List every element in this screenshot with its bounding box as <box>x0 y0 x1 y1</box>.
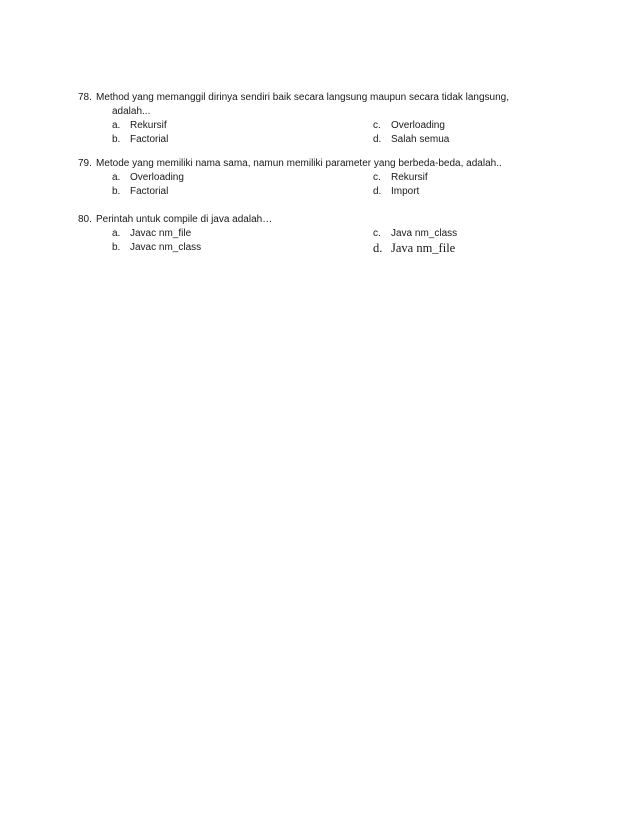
question-number: 78. <box>78 92 92 103</box>
option-text: Overloading <box>391 120 445 131</box>
option-letter: c. <box>373 228 381 239</box>
option-letter: b. <box>112 134 121 145</box>
options-row-ac <box>78 227 558 241</box>
option-text: Import <box>391 186 420 197</box>
question-79 <box>78 157 558 199</box>
option-letter: d. <box>373 241 383 255</box>
option-letter: a. <box>112 120 121 131</box>
question-number: 80. <box>78 214 92 225</box>
option-text: Overloading <box>130 172 184 183</box>
question-number: 79. <box>78 158 92 169</box>
question-text: Method yang memanggil dirinya sendiri baik secara langsung maupun secara tidak langsung, <box>96 92 510 103</box>
question-80 <box>78 213 558 255</box>
options-row-bd <box>78 185 558 199</box>
options-row-ac <box>78 119 558 133</box>
option-text: Java nm_file <box>391 241 456 255</box>
question-text-continuation: adalah... <box>112 106 151 117</box>
option-text: Javac nm_class <box>130 242 202 253</box>
question-78 <box>78 91 558 147</box>
question-line-continuation <box>78 105 558 119</box>
options-row-bd <box>78 241 558 255</box>
option-letter: d. <box>373 186 382 197</box>
option-letter: d. <box>373 134 382 145</box>
option-letter: c. <box>373 172 381 183</box>
option-text: Javac nm_file <box>130 228 192 239</box>
option-letter: c. <box>373 120 381 131</box>
option-letter: b. <box>112 186 121 197</box>
option-text: Rekursif <box>130 120 167 131</box>
option-text: Java nm_class <box>391 228 458 239</box>
question-line <box>78 213 558 227</box>
option-letter: a. <box>112 172 121 183</box>
question-text: Perintah untuk compile di java adalah… <box>96 214 273 225</box>
option-text: Factorial <box>130 186 169 197</box>
question-line <box>78 91 558 105</box>
option-text: Factorial <box>130 134 169 145</box>
option-letter: b. <box>112 242 121 253</box>
option-text: Salah semua <box>391 134 450 145</box>
options-row-bd <box>78 133 558 147</box>
option-letter: a. <box>112 228 121 239</box>
options-row-ac <box>78 171 558 185</box>
question-text: Metode yang memiliki nama sama, namun memiliki parameter yang berbeda-beda, adalah.. <box>96 158 502 169</box>
question-line <box>78 157 558 171</box>
option-text: Rekursif <box>391 172 428 183</box>
